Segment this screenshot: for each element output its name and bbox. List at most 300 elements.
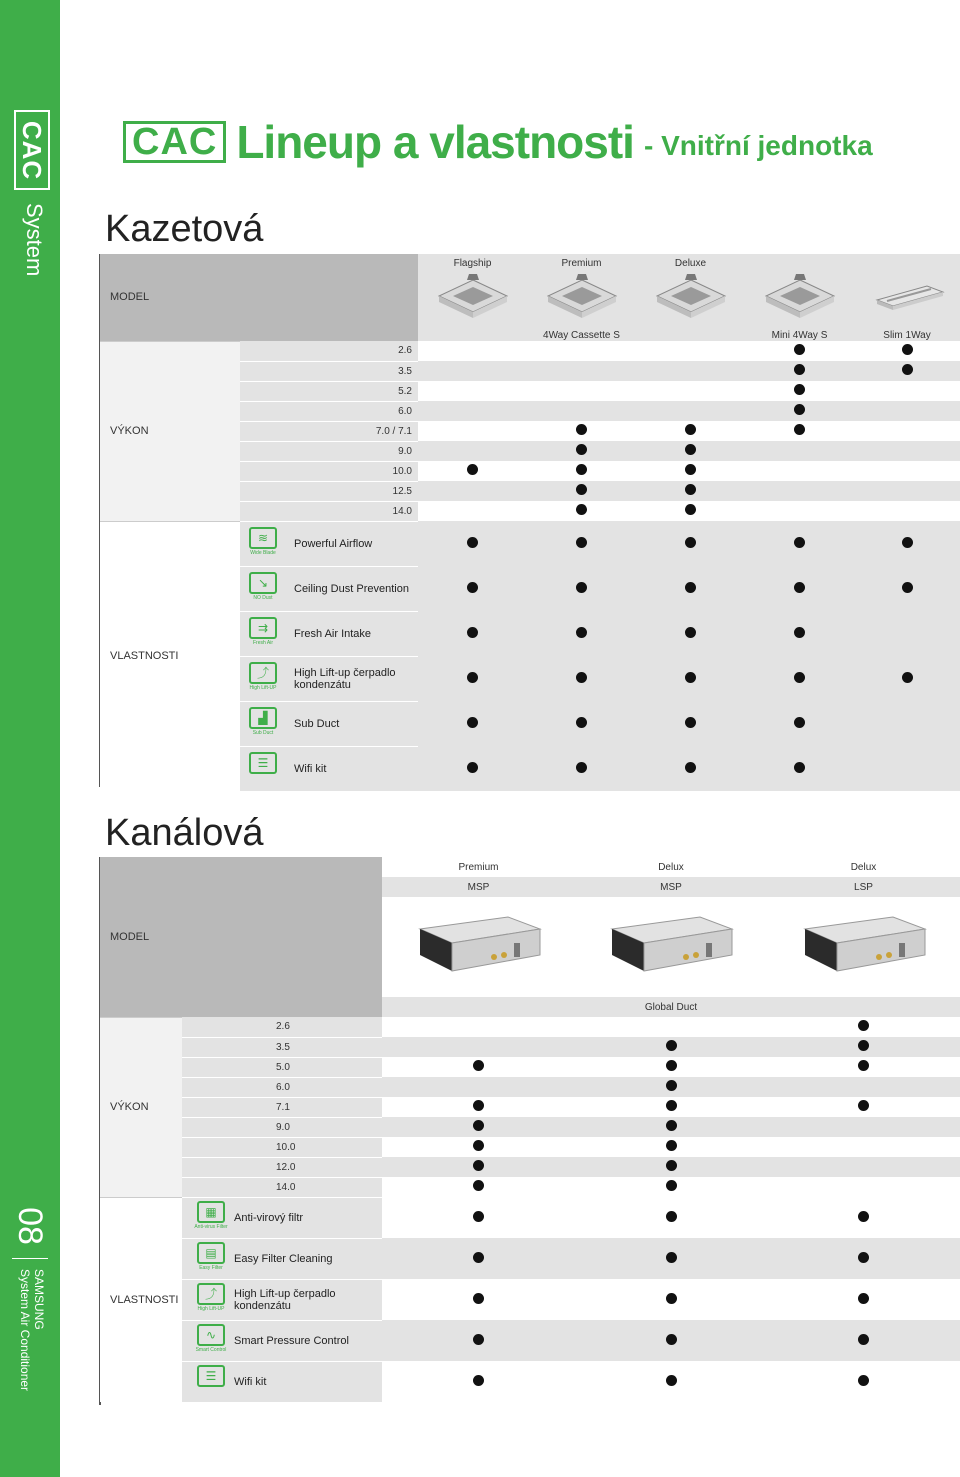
capacity-cell <box>418 361 527 381</box>
feature-name: Anti-virový filtr <box>234 1211 304 1224</box>
availability-dot <box>467 762 478 773</box>
icon-frame: ▟ <box>249 707 277 729</box>
capacity-cell <box>767 1157 960 1177</box>
group-slim-1way: Slim 1Way <box>854 330 960 341</box>
capacity-value: 9.0 <box>240 441 418 461</box>
availability-dot <box>794 384 805 395</box>
feature <box>182 1201 382 1235</box>
availability-dot <box>858 1060 869 1071</box>
feature-cell <box>575 1361 767 1402</box>
icon-caption: NO Dust <box>253 594 273 601</box>
tier-label <box>854 258 960 272</box>
icon-frame: ▤ <box>197 1242 225 1264</box>
capacity-cell <box>527 461 636 481</box>
capacity-cell <box>575 1057 767 1077</box>
sidebar-system-text: System <box>22 203 47 277</box>
feature <box>182 1365 382 1399</box>
feature-name-cell <box>182 1361 382 1402</box>
availability-dot <box>858 1040 869 1051</box>
page-header <box>123 112 873 172</box>
feature <box>240 617 418 651</box>
feature-cell <box>418 566 527 611</box>
sidebar-samsung-text <box>18 1269 46 1419</box>
availability-dot <box>858 1211 869 1222</box>
availability-dot <box>685 627 696 638</box>
availability-dot <box>666 1293 677 1304</box>
capacity-cell <box>636 441 745 461</box>
feature-cell <box>854 521 960 566</box>
capacity-cell <box>382 1077 575 1097</box>
capacity-cell <box>854 421 960 441</box>
capacity-cell <box>745 421 854 441</box>
capacity-value: 10.0 <box>240 461 418 481</box>
feature-cell <box>418 521 527 566</box>
availability-dot <box>858 1020 869 1031</box>
feature-cell <box>854 566 960 611</box>
availability-dot <box>858 1293 869 1304</box>
feature <box>182 1324 382 1358</box>
feature-name-cell <box>182 1238 382 1279</box>
sub-duct-icon <box>246 707 280 741</box>
capacity-cell <box>767 1177 960 1197</box>
capacity-cell <box>854 461 960 481</box>
feature-cell <box>575 1238 767 1279</box>
availability-dot <box>473 1120 484 1131</box>
capacity-value: 14.0 <box>240 501 418 521</box>
capacity-cell <box>767 1077 960 1097</box>
availability-dot <box>685 717 696 728</box>
capacity-cell <box>382 1137 575 1157</box>
capacity-cell <box>418 481 527 501</box>
anti-virus-filter-icon <box>194 1201 228 1235</box>
feature-cell <box>382 1279 575 1320</box>
group-global-duct: Global Duct <box>382 997 960 1017</box>
availability-dot <box>794 364 805 375</box>
capacity-value: 14.0 <box>182 1177 382 1197</box>
capacity-value: 2.6 <box>240 341 418 361</box>
feature-cell <box>636 611 745 656</box>
availability-dot <box>794 404 805 415</box>
capacity-cell <box>527 341 636 361</box>
availability-dot <box>576 537 587 548</box>
cassette-unit-image <box>651 272 731 322</box>
availability-dot <box>467 717 478 728</box>
model-column-3 <box>745 254 854 330</box>
capacity-cell <box>767 1097 960 1117</box>
cassette-unit-image <box>433 272 513 322</box>
capacity-value: 6.0 <box>182 1077 382 1097</box>
feature-cell <box>418 656 527 701</box>
availability-dot <box>685 537 696 548</box>
sidebar-cac-text: CAC <box>17 120 48 180</box>
capacity-cell <box>854 441 960 461</box>
vykon-label: VÝKON <box>100 1017 182 1197</box>
capacity-value: 10.0 <box>182 1137 382 1157</box>
feature-cell <box>418 611 527 656</box>
capacity-cell <box>575 1177 767 1197</box>
feature-name-cell <box>182 1197 382 1238</box>
capacity-row <box>100 1037 960 1057</box>
section-title-kazetova: Kazetová <box>105 208 264 250</box>
capacity-cell <box>527 381 636 401</box>
capacity-cell <box>745 461 854 481</box>
availability-dot <box>902 672 913 683</box>
feature-name: High Lift-up čerpadlo kondenzátu <box>294 666 396 691</box>
feature-cell <box>745 566 854 611</box>
feature-cell <box>745 611 854 656</box>
feature-cell <box>767 1238 960 1279</box>
availability-dot <box>576 762 587 773</box>
availability-dot <box>858 1375 869 1386</box>
availability-dot <box>794 344 805 355</box>
subtype-label: LSP <box>767 877 960 897</box>
availability-dot <box>666 1211 677 1222</box>
feature-cell <box>854 746 960 791</box>
tier-label: Delux <box>575 857 767 877</box>
capacity-cell <box>575 1137 767 1157</box>
feature-name: Ceiling Dust Prevention <box>294 582 409 595</box>
page-title: Lineup a vlastnosti <box>236 116 634 168</box>
availability-dot <box>467 537 478 548</box>
availability-dot <box>473 1334 484 1345</box>
availability-dot <box>858 1252 869 1263</box>
availability-dot <box>685 484 696 495</box>
feature-cell <box>418 746 527 791</box>
availability-dot <box>576 672 587 683</box>
capacity-cell <box>767 1037 960 1057</box>
capacity-value: 12.5 <box>240 481 418 501</box>
model-label: MODEL <box>100 254 240 341</box>
capacity-value: 7.1 <box>182 1097 382 1117</box>
capacity-value: 3.5 <box>240 361 418 381</box>
tier-label: Premium <box>382 857 575 877</box>
capacity-row <box>100 1157 960 1177</box>
capacity-cell <box>527 501 636 521</box>
capacity-cell <box>382 1117 575 1137</box>
feature-name-cell <box>182 1320 382 1361</box>
capacity-cell <box>418 401 527 421</box>
capacity-cell <box>767 1137 960 1157</box>
availability-dot <box>666 1334 677 1345</box>
feature <box>240 662 418 696</box>
feature-cell <box>527 746 636 791</box>
sidebar-cac-logo <box>14 110 50 190</box>
feature-cell <box>382 1238 575 1279</box>
feature <box>182 1242 382 1276</box>
feature-cell <box>575 1197 767 1238</box>
availability-dot <box>576 424 587 435</box>
availability-dot <box>473 1293 484 1304</box>
model-column-1 <box>527 254 636 330</box>
icon-frame: ⤴ <box>197 1283 225 1305</box>
feature-cell <box>575 1320 767 1361</box>
capacity-cell <box>418 441 527 461</box>
capacity-cell <box>745 361 854 381</box>
feature-row <box>100 1238 960 1279</box>
capacity-row <box>100 1097 960 1117</box>
availability-dot <box>794 717 805 728</box>
tier-label: Delux <box>767 857 960 877</box>
subtype-label: MSP <box>382 877 575 897</box>
group-mini-4way: Mini 4Way S <box>745 330 854 341</box>
capacity-cell <box>636 481 745 501</box>
capacity-cell <box>418 341 527 361</box>
samsung-line-1: SAMSUNG <box>32 1269 46 1330</box>
high-lift-up-icon <box>194 1283 228 1317</box>
capacity-cell <box>527 401 636 421</box>
feature-cell <box>636 566 745 611</box>
availability-dot <box>666 1375 677 1386</box>
icon-caption: Sub Duct <box>252 729 274 736</box>
feature-name: Wifi kit <box>294 762 327 775</box>
vlastnosti-label: VLASTNOSTI <box>100 521 240 791</box>
tier-label: Premium <box>561 258 602 269</box>
availability-dot <box>794 672 805 683</box>
wide-blade-icon <box>246 527 280 561</box>
feature-cell <box>527 656 636 701</box>
capacity-value: 5.2 <box>240 381 418 401</box>
duct-unit-cell <box>382 897 575 997</box>
capacity-value: 2.6 <box>182 1017 382 1037</box>
feature-row <box>100 1361 960 1402</box>
capacity-cell <box>575 1077 767 1097</box>
icon-frame: ∿ <box>197 1324 225 1346</box>
feature-name: Wifi kit <box>234 1375 267 1388</box>
availability-dot <box>576 504 587 515</box>
availability-dot <box>467 582 478 593</box>
duct-unit-cell <box>767 897 960 997</box>
high-lift-up-icon <box>246 662 280 696</box>
model-spacer <box>240 254 418 341</box>
feature-name: Sub Duct <box>294 717 340 730</box>
availability-dot <box>473 1180 484 1191</box>
capacity-cell <box>745 501 854 521</box>
duct-unit-cell <box>575 897 767 997</box>
availability-dot <box>902 537 913 548</box>
easy-filter-icon <box>194 1242 228 1276</box>
tier-label <box>745 258 854 272</box>
availability-dot <box>467 464 478 475</box>
feature-name-cell <box>240 521 418 566</box>
icon-caption: High Lift-UP <box>197 1305 225 1312</box>
model-column-0 <box>418 254 527 330</box>
feature-name-cell <box>240 746 418 791</box>
feature-name-cell <box>240 656 418 701</box>
feature-cell <box>767 1320 960 1361</box>
no-dust-icon <box>246 572 280 606</box>
table-kazetova <box>100 254 960 792</box>
availability-dot <box>576 464 587 475</box>
tier-label: Flagship <box>453 258 492 269</box>
capacity-cell <box>767 1057 960 1077</box>
icon-frame: ▦ <box>197 1201 225 1223</box>
availability-dot <box>794 582 805 593</box>
availability-dot <box>473 1252 484 1263</box>
feature-name-cell <box>240 611 418 656</box>
availability-dot <box>685 582 696 593</box>
capacity-row <box>100 1077 960 1097</box>
feature-cell <box>767 1279 960 1320</box>
capacity-cell <box>636 421 745 441</box>
capacity-cell <box>636 361 745 381</box>
feature <box>240 572 418 606</box>
feature-cell <box>382 1197 575 1238</box>
duct-unit-image <box>606 907 736 987</box>
page-number: 08 <box>11 1207 49 1245</box>
capacity-cell <box>745 341 854 361</box>
icon-frame: ↘ <box>249 572 277 594</box>
capacity-row <box>100 1017 960 1037</box>
wifi-kit-icon <box>246 752 280 786</box>
feature <box>182 1283 382 1317</box>
capacity-cell <box>854 381 960 401</box>
availability-dot <box>576 484 587 495</box>
feature-cell <box>575 1279 767 1320</box>
feature-name: Powerful Airflow <box>294 537 373 550</box>
feature-name: Easy Filter Cleaning <box>234 1252 333 1265</box>
cassette-unit-image <box>542 272 622 322</box>
availability-dot <box>467 672 478 683</box>
availability-dot <box>685 762 696 773</box>
feature-row <box>100 1197 960 1238</box>
group-4way-cassette: 4Way Cassette S <box>418 330 745 341</box>
availability-dot <box>794 627 805 638</box>
feature-cell <box>745 746 854 791</box>
availability-dot <box>902 364 913 375</box>
availability-dot <box>666 1160 677 1171</box>
feature-name: High Lift-up čerpadlo kondenzátu <box>234 1287 336 1312</box>
capacity-cell <box>575 1117 767 1137</box>
capacity-cell <box>575 1097 767 1117</box>
icon-caption: High Lift-UP <box>249 684 277 691</box>
capacity-cell <box>745 441 854 461</box>
capacity-row <box>100 1177 960 1197</box>
table-kanalova <box>100 857 960 1403</box>
capacity-row <box>100 1117 960 1137</box>
feature-cell <box>382 1320 575 1361</box>
capacity-value: 5.0 <box>182 1057 382 1077</box>
feature-cell <box>527 566 636 611</box>
capacity-cell <box>418 461 527 481</box>
feature-cell <box>767 1197 960 1238</box>
capacity-cell <box>636 501 745 521</box>
icon-caption: Anti-virus Filter <box>194 1223 228 1230</box>
availability-dot <box>473 1211 484 1222</box>
feature-cell <box>854 701 960 746</box>
availability-dot <box>685 464 696 475</box>
availability-dot <box>576 717 587 728</box>
capacity-cell <box>382 1017 575 1037</box>
availability-dot <box>467 627 478 638</box>
capacity-cell <box>854 361 960 381</box>
model-label: MODEL <box>100 857 382 1017</box>
feature-cell <box>854 656 960 701</box>
feature-cell <box>527 521 636 566</box>
capacity-cell <box>527 421 636 441</box>
capacity-cell <box>854 401 960 421</box>
feature-name: Smart Pressure Control <box>234 1334 349 1347</box>
capacity-cell <box>382 1037 575 1057</box>
capacity-cell <box>527 441 636 461</box>
capacity-cell <box>854 341 960 361</box>
capacity-value: 3.5 <box>182 1037 382 1057</box>
availability-dot <box>473 1100 484 1111</box>
feature-row <box>100 1320 960 1361</box>
vlastnosti-label: VLASTNOSTI <box>100 1197 182 1402</box>
page-subtitle: - Vnitřní jednotka <box>643 130 873 161</box>
feature-cell <box>636 656 745 701</box>
availability-dot <box>473 1375 484 1386</box>
icon-caption: Smart Control <box>195 1346 227 1353</box>
availability-dot <box>576 627 587 638</box>
availability-dot <box>576 582 587 593</box>
feature <box>240 707 418 741</box>
capacity-cell <box>767 1017 960 1037</box>
feature-name-cell <box>240 701 418 746</box>
availability-dot <box>666 1080 677 1091</box>
smart-control-icon <box>194 1324 228 1358</box>
capacity-cell <box>575 1037 767 1057</box>
capacity-cell <box>745 381 854 401</box>
capacity-cell <box>636 341 745 361</box>
subtype-label: MSP <box>575 877 767 897</box>
feature-cell <box>745 656 854 701</box>
feature-cell <box>636 521 745 566</box>
capacity-cell <box>575 1017 767 1037</box>
tier-label: Deluxe <box>674 258 707 269</box>
feature-cell <box>527 611 636 656</box>
availability-dot <box>858 1100 869 1111</box>
availability-dot <box>666 1140 677 1151</box>
availability-dot <box>794 424 805 435</box>
availability-dot <box>473 1140 484 1151</box>
duct-unit-image <box>799 907 929 987</box>
capacity-cell <box>527 481 636 501</box>
availability-dot <box>666 1120 677 1131</box>
icon-caption: Fresh Air <box>252 639 273 646</box>
capacity-cell <box>527 361 636 381</box>
capacity-cell <box>418 381 527 401</box>
feature-cell <box>418 701 527 746</box>
availability-dot <box>685 504 696 515</box>
feature-row <box>100 521 960 566</box>
icon-frame: ⇉ <box>249 617 277 639</box>
availability-dot <box>666 1180 677 1191</box>
capacity-value: 6.0 <box>240 401 418 421</box>
duct-unit-image <box>414 907 544 987</box>
capacity-row <box>100 341 960 361</box>
feature-cell <box>382 1361 575 1402</box>
icon-frame: ⤴ <box>249 662 277 684</box>
availability-dot <box>858 1334 869 1345</box>
capacity-cell <box>575 1157 767 1177</box>
availability-dot <box>685 424 696 435</box>
availability-dot <box>666 1040 677 1051</box>
capacity-cell <box>767 1117 960 1137</box>
icon-frame: ☰ <box>197 1365 225 1387</box>
vykon-label: VÝKON <box>100 341 240 521</box>
icon-frame: ≋ <box>249 527 277 549</box>
feature-cell <box>636 701 745 746</box>
availability-dot <box>902 582 913 593</box>
feature-name-cell <box>240 566 418 611</box>
availability-dot <box>576 444 587 455</box>
availability-dot <box>666 1060 677 1071</box>
sidebar-divider <box>12 1258 48 1259</box>
cassette-unit-image <box>760 272 840 322</box>
wifi-kit-icon <box>194 1365 228 1399</box>
availability-dot <box>685 672 696 683</box>
